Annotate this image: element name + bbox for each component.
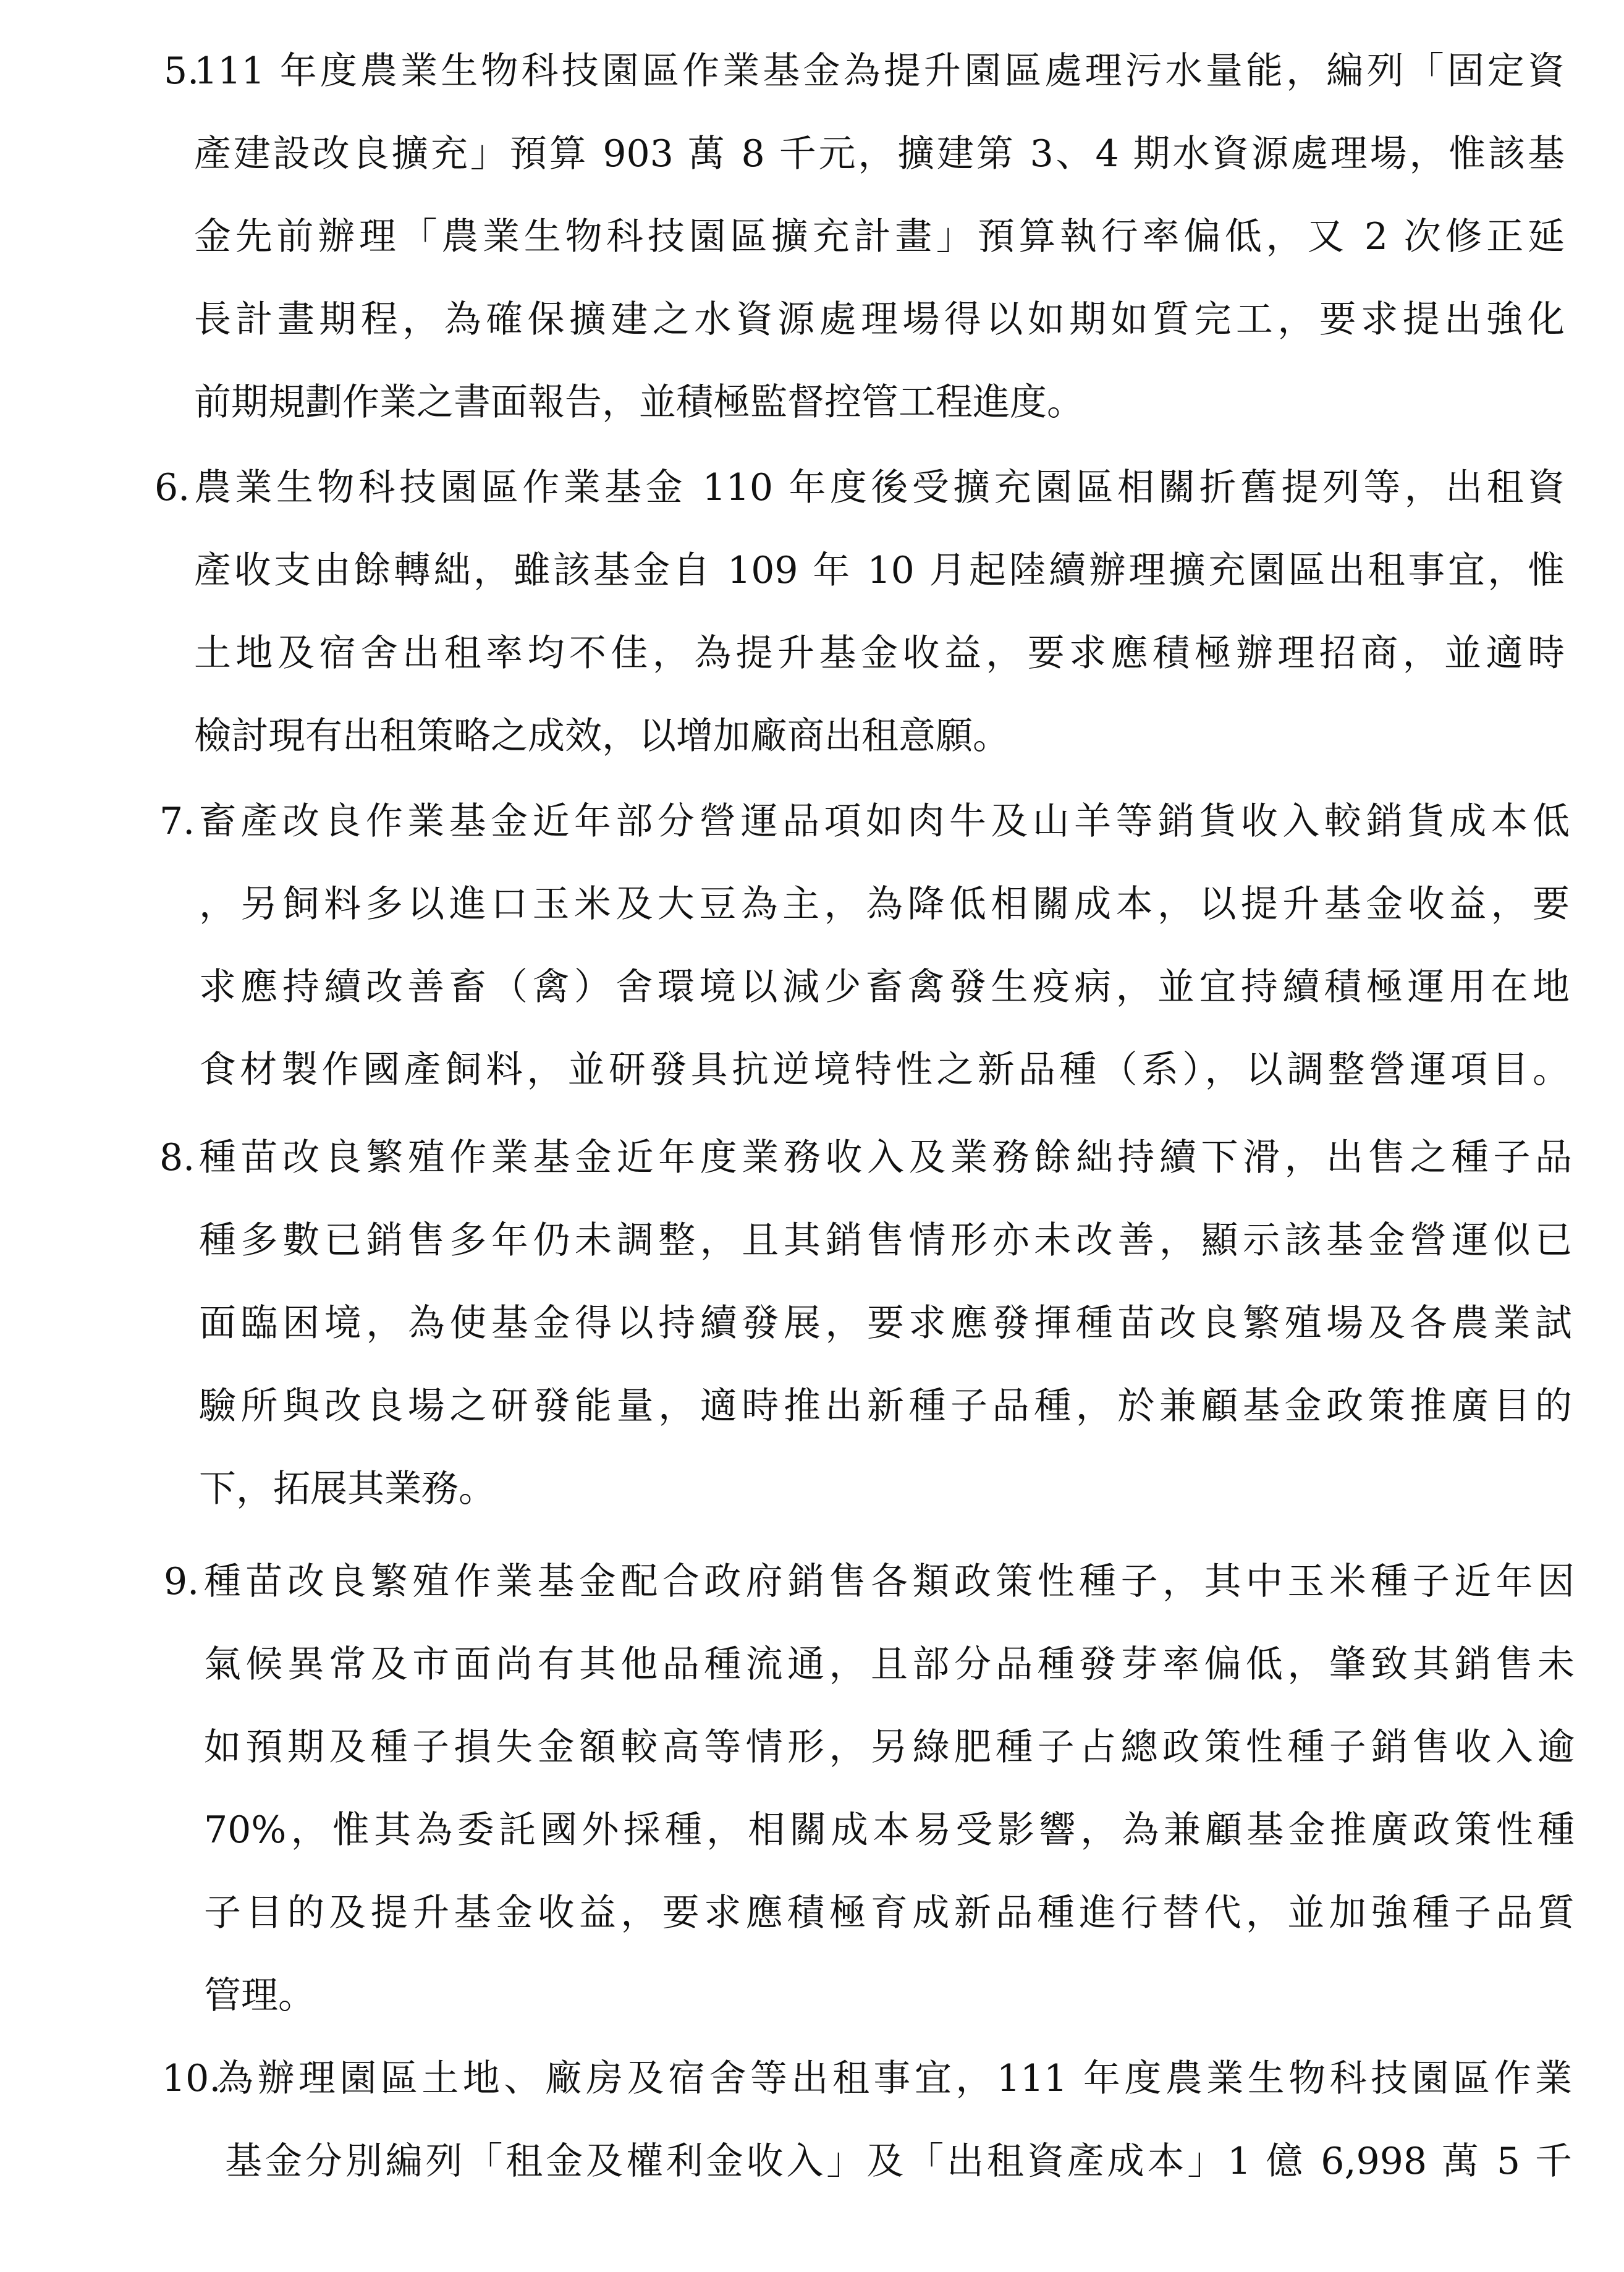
item-number: 5. [164,49,200,93]
item-line: 檢討現有出租策略之成效，以增加廠商出租意願。 [194,714,1010,758]
item-line: 111 年度農業生物科技園區作業基金為提升園區處理污水量能，編列「固定資 [194,49,1565,93]
item-line: 種苗改良繁殖作業基金近年度業務收入及業務餘絀持續下滑，出售之種子品 [199,1136,1572,1179]
item-line: 子目的及提升基金收益，要求應積極育成新品種進行替代，並加強種子品質 [204,1891,1575,1935]
item-line: 金先前辦理「農業生物科技園區擴充計畫」預算執行率偏低，又 2 次修正延 [194,215,1565,258]
item-line: 面臨困境，為使基金得以持續發展，要求應發揮種苗改良繁殖場及各農業試 [199,1302,1572,1345]
item-line: 驗所與改良場之研發能量，適時推出新種子品種，於兼顧基金政策推廣目的 [199,1384,1572,1428]
item-number: 9. [164,1560,200,1603]
item-number: 6. [154,466,190,509]
item-line: 長計畫期程，為確保擴建之水資源處理場得以如期如質完工，要求提出強化 [194,298,1565,341]
item-line: 下，拓展其業務。 [199,1467,496,1511]
item-line: 畜產改良作業基金近年部分營運品項如肉牛及山羊等銷貨收入較銷貨成本低 [199,800,1570,843]
item-line: ，另飼料多以進口玉米及大豆為主，為降低相關成本，以提升基金收益，要 [199,883,1570,926]
item-line: 產建設改良擴充」預算 903 萬 8 千元，擴建第 3、4 期水資源處理場，惟該基 [194,132,1565,176]
item-line: 產收支由餘轉絀，雖該基金自 109 年 10 月起陸續辦理擴充園區出租事宜，惟 [194,549,1565,592]
item-line: 前期規劃作業之書面報告，並積極監督控管工程進度。 [194,381,1084,424]
item-line: 管理。 [204,1974,315,2017]
item-number: 10. [162,2057,221,2100]
item-line: 種苗改良繁殖作業基金配合政府銷售各類政策性種子，其中玉米種子近年因 [204,1560,1575,1603]
item-line: 土地及宿舍出租率均不佳，為提升基金收益，要求應積極辦理招商，並適時 [194,632,1565,675]
item-line: 種多數已銷售多年仍未調整，且其銷售情形亦未改善，顯示該基金營運似已 [199,1219,1572,1262]
item-line: 70%，惟其為委託國外採種，相關成本易受影響，為兼顧基金推廣政策性種 [204,1808,1575,1852]
item-line: 食材製作國產飼料，並研發具抗逆境特性之新品種（系），以調整營運項目。 [199,1048,1570,1091]
item-line: 農業生物科技園區作業基金 110 年度後受擴充園區相關折舊提列等，出租資 [194,466,1565,509]
item-number: 7. [159,800,195,843]
item-line: 求應持續改善畜（禽）舍環境以減少畜禽發生疫病，並宜持續積極運用在地 [199,965,1570,1009]
item-number: 8. [159,1136,195,1179]
item-line: 如預期及種子損失金額較高等情形，另綠肥種子占總政策性種子銷售收入逾 [204,1726,1575,1769]
item-line: 氣候異常及市面尚有其他品種流通，且部分品種發芽率偏低，肇致其銷售未 [204,1643,1575,1686]
item-line: 為辦理園區土地、廠房及宿舍等出租事宜，111 年度農業生物科技園區作業 [216,2057,1572,2100]
item-line: 基金分別編列「租金及權利金收入」及「出租資產成本」1 億 6,998 萬 5 千 [225,2140,1572,2183]
